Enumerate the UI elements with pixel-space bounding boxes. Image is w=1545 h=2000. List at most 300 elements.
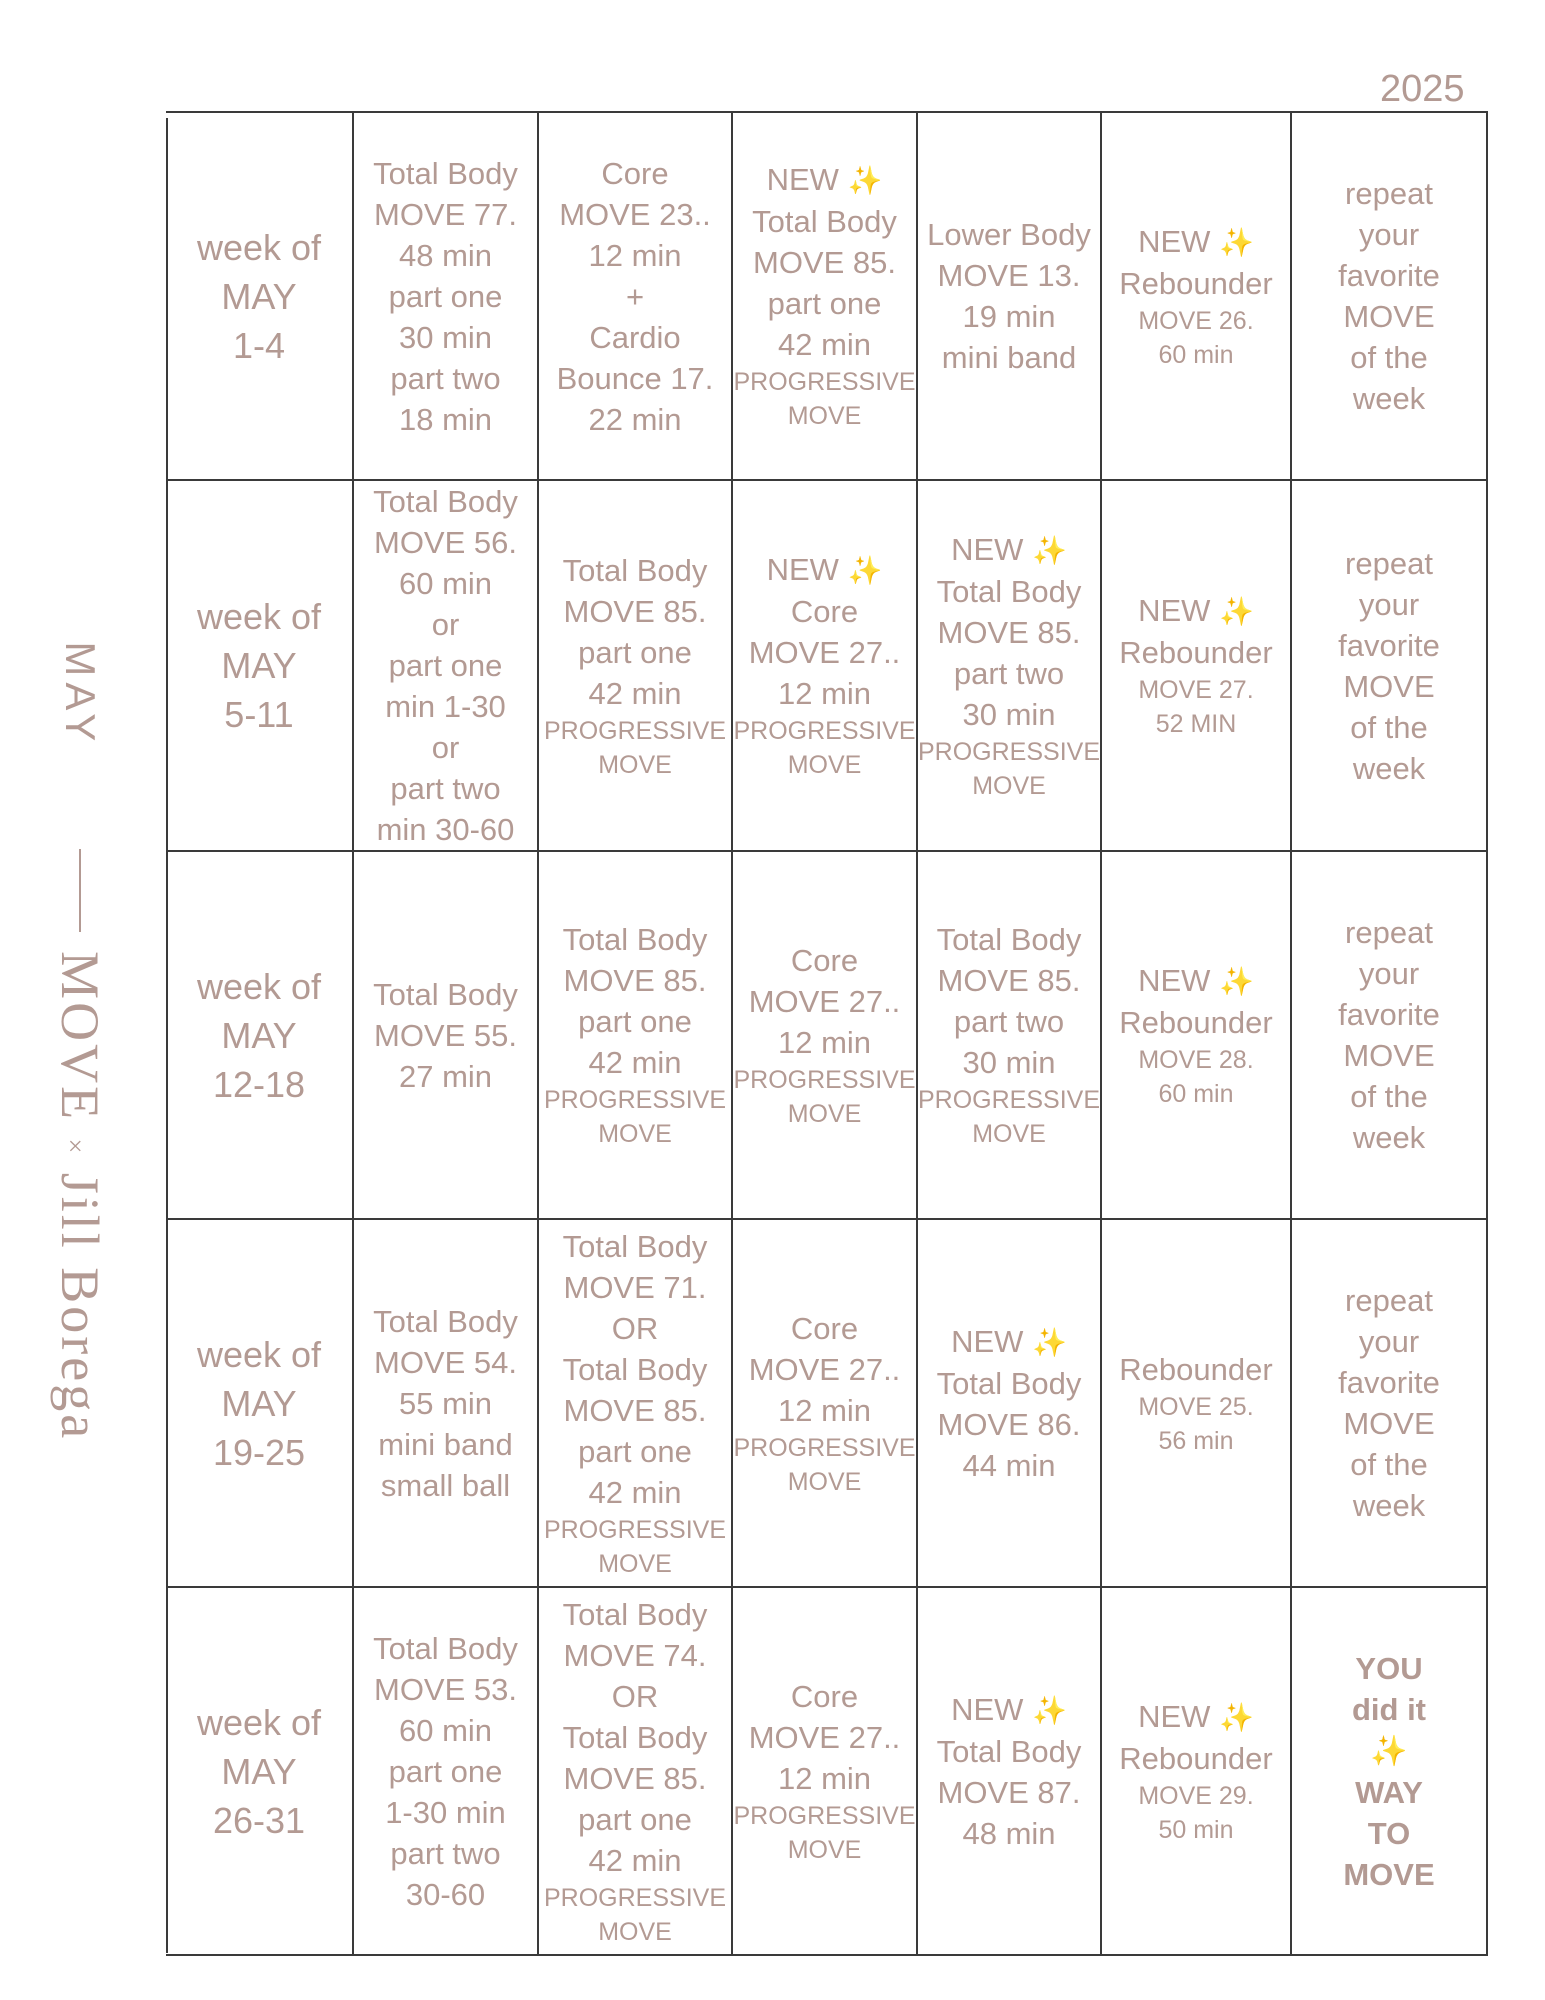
workout-text: favorite [1338, 1365, 1440, 1400]
sidebar-month: MAY [57, 641, 104, 748]
workout-line [733, 1097, 916, 1131]
workout-text: Total Body [562, 1719, 708, 1755]
workout-line [354, 645, 537, 686]
workout-text: Rebounder [1119, 265, 1273, 301]
workout-line [354, 1792, 537, 1833]
workout-line [1292, 1403, 1486, 1444]
workout-line [1292, 1117, 1486, 1158]
workout-text: part one [578, 634, 692, 670]
workout-line [1292, 1648, 1486, 1689]
workout-text: repeat [1345, 545, 1433, 581]
workout-text: PROGRESSIVE [544, 1086, 726, 1114]
workout-text: your [1358, 956, 1420, 991]
workout-line [539, 1083, 731, 1117]
workout-text: PROGRESSIVE [733, 1065, 916, 1094]
week-label-line: week of [196, 965, 322, 1007]
workout-line [918, 960, 1100, 1001]
workout-line [539, 399, 731, 440]
workout-text: Total Body [936, 573, 1082, 609]
workout-line [1292, 1485, 1486, 1526]
workout-line [539, 1717, 731, 1758]
workout-line [733, 1063, 916, 1097]
workout-text: Total Body [373, 155, 518, 191]
workout-line [733, 1717, 916, 1758]
sparkle-icon: ✨ [1219, 965, 1254, 997]
workout-text: MOVE 26. [1138, 306, 1254, 335]
workout-text: Total Body [562, 1228, 708, 1264]
workout-line [539, 632, 731, 673]
workout-text: part two [390, 771, 501, 806]
workout-line [539, 1267, 731, 1308]
workout-line [733, 399, 916, 433]
workout-text: 12 min [777, 1392, 872, 1428]
workout-line [918, 571, 1100, 612]
workout-text: PROGRESSIVE [733, 717, 916, 745]
workout-text: MOVE 23.. [559, 196, 711, 232]
workout-line [733, 591, 916, 632]
workout-text: favorite [1338, 997, 1440, 1032]
workout-text: 50 min [1158, 1815, 1234, 1844]
workout-line [918, 769, 1100, 803]
workout-text: PROGRESSIVE [733, 368, 916, 396]
workout-line [918, 1689, 1100, 1731]
week-label-line: 5-11 [224, 694, 294, 735]
workout-line [1292, 1362, 1486, 1403]
workout-line [733, 981, 916, 1022]
workout-line [354, 768, 537, 809]
workout-text: mini band [941, 340, 1077, 375]
workout-text: 1-30 min [385, 1794, 506, 1830]
workout-text: MOVE 27.. [748, 635, 901, 670]
workout-text: 56 min [1158, 1426, 1234, 1455]
week-label-line: MAY [221, 1750, 297, 1792]
workout-text: MOVE 56. [374, 525, 517, 560]
week-label-cell [166, 1219, 353, 1587]
workout-line [733, 201, 916, 242]
workout-text: NEW [951, 1691, 1024, 1727]
workout-text: YOU [1355, 1650, 1423, 1686]
workout-text: MOVE 85. [563, 593, 707, 629]
workout-line [354, 1383, 537, 1424]
workout-line [918, 1363, 1100, 1404]
sparkle-icon: ✨ [1370, 1734, 1408, 1768]
sidebar-title [35, 550, 125, 1450]
workout-cell [732, 112, 917, 480]
workout-line [1292, 1689, 1486, 1730]
workout-text: favorite [1338, 627, 1440, 663]
workout-text: PROGRESSIVE [918, 1086, 1100, 1114]
calendar-table [166, 111, 1488, 1956]
workout-line [918, 1117, 1100, 1151]
workout-text: Core [790, 942, 859, 978]
week-label-cell [166, 1587, 353, 1955]
workout-line [1292, 666, 1486, 707]
workout-text: MOVE [787, 1835, 862, 1864]
workout-text: NEW [1138, 223, 1211, 259]
workout-line [918, 612, 1100, 653]
workout-text: Cardio [589, 319, 681, 355]
workout-text: MOVE 71. [563, 1269, 707, 1305]
workout-text: 48 min [962, 1815, 1056, 1851]
brand-move: MOVE [50, 951, 110, 1123]
workout-line [1292, 625, 1486, 666]
workout-line [354, 686, 537, 727]
workout-text: Core [601, 155, 669, 191]
workout-line [539, 1840, 731, 1881]
workout-line [354, 358, 537, 399]
workout-text: NEW [766, 162, 839, 197]
workout-text: NEW [951, 1323, 1024, 1359]
workout-text: 42 min [588, 675, 682, 711]
workout-line [1292, 378, 1486, 419]
workout-line [918, 1042, 1100, 1083]
workout-text: part one [578, 1801, 692, 1837]
workout-line [539, 1594, 731, 1635]
workout-text: of the [1350, 340, 1428, 375]
workout-line [1292, 255, 1486, 296]
workout-line [539, 1758, 731, 1799]
workout-text: NEW [1138, 962, 1211, 998]
workout-text: MOVE [1343, 1038, 1435, 1073]
week-label-line: week of [196, 1701, 322, 1743]
workout-line [1102, 632, 1290, 673]
workout-line [539, 591, 731, 632]
workout-line [539, 1117, 731, 1151]
workout-line [354, 399, 537, 440]
workout-text: MOVE [598, 1917, 672, 1946]
workout-line [733, 1390, 916, 1431]
workout-text: Total Body [562, 1596, 708, 1632]
workout-text: NEW [1138, 593, 1211, 628]
workout-line [354, 727, 537, 768]
workout-text: MOVE 27.. [748, 983, 901, 1019]
workout-line [918, 1772, 1100, 1813]
workout-text: MOVE [598, 1120, 672, 1148]
workout-line [539, 1431, 731, 1472]
workout-text: week [1352, 750, 1426, 786]
workout-line [733, 1349, 916, 1390]
workout-line [733, 1676, 916, 1717]
sparkle-icon: ✨ [1032, 1694, 1067, 1726]
workout-text: of the [1350, 1079, 1428, 1114]
week-label-line: 1-4 [232, 324, 286, 366]
workout-line [1102, 1424, 1290, 1458]
workout-text: MOVE 27.. [748, 1719, 901, 1755]
workout-text: part one [388, 278, 503, 314]
workout-text: 12 min [777, 676, 872, 711]
workout-text: part two [953, 655, 1065, 691]
workout-line [1292, 1730, 1486, 1772]
workout-line [918, 1001, 1100, 1042]
workout-text: 52 MIN [1155, 710, 1237, 738]
workout-text: your [1358, 217, 1420, 252]
workout-line [354, 1669, 537, 1710]
week-label-line: MAY [221, 645, 297, 686]
workout-cell [353, 1219, 538, 1587]
workout-line [539, 235, 731, 276]
workout-text: part one [578, 1433, 692, 1469]
workout-text: Rebounder [1119, 1351, 1273, 1387]
workout-line [1292, 584, 1486, 625]
workout-text: NEW [766, 552, 839, 587]
workout-text: of the [1350, 709, 1428, 745]
workout-line [918, 529, 1100, 571]
sparkle-icon: ✨ [1219, 596, 1254, 627]
workout-text: part one [388, 648, 503, 683]
workout-text: Total Body [373, 1630, 518, 1666]
workout-line [1102, 1043, 1290, 1077]
workout-text: MOVE 85. [753, 245, 896, 280]
week-label-cell [166, 112, 353, 480]
workout-line [539, 714, 731, 748]
workout-text: 42 min [588, 1045, 682, 1080]
workout-text: Total Body [936, 922, 1082, 957]
workout-text: MOVE [787, 402, 862, 430]
workout-line [918, 1445, 1100, 1486]
workout-line [539, 673, 731, 714]
workout-line [354, 974, 537, 1015]
workout-line [539, 1390, 731, 1431]
workout-text: MOVE 86. [937, 1406, 1081, 1442]
workout-cell [1101, 1587, 1291, 1955]
workout-text: MOVE [787, 1467, 862, 1496]
workout-text: MOVE 85. [937, 614, 1081, 650]
workout-text: min 30-60 [376, 812, 515, 847]
workout-text: MOVE 53. [374, 1671, 517, 1707]
workout-line [539, 1915, 731, 1949]
workout-line [354, 481, 537, 522]
workout-line [1102, 1813, 1290, 1847]
workout-cell [1291, 480, 1487, 851]
workout-line [1102, 707, 1290, 741]
workout-text: MOVE [1343, 668, 1435, 704]
sparkle-icon: ✨ [1032, 534, 1067, 566]
workout-text: Total Body [373, 484, 518, 519]
workout-cell [1101, 112, 1291, 480]
workout-text: MOVE 87. [937, 1774, 1081, 1810]
workout-cell [1101, 480, 1291, 851]
workout-text: Rebounder [1119, 1004, 1273, 1040]
week-row [166, 112, 1487, 480]
workout-text: repeat [1345, 915, 1433, 950]
workout-line [354, 153, 537, 194]
workout-text: or [431, 607, 460, 642]
workout-line [354, 1751, 537, 1792]
workout-line [1292, 1076, 1486, 1117]
workout-text: 19 min [962, 299, 1056, 334]
workout-line [918, 919, 1100, 960]
workout-line [1292, 1035, 1486, 1076]
workout-line [539, 1001, 731, 1042]
workout-text: Core [790, 594, 859, 629]
workout-line [1102, 1002, 1290, 1043]
workout-line [918, 694, 1100, 735]
workout-line [733, 365, 916, 399]
workout-text: Total Body [562, 552, 708, 588]
workout-cell [353, 851, 538, 1219]
workout-line [354, 1301, 537, 1342]
workout-text: 42 min [588, 1474, 682, 1510]
workout-cell [538, 1587, 732, 1955]
workout-line [539, 194, 731, 235]
workout-line [539, 1881, 731, 1915]
workout-line [918, 337, 1100, 378]
workout-text: mini band [378, 1426, 513, 1462]
workout-line [1102, 673, 1290, 707]
workout-line [1102, 1779, 1290, 1813]
workout-text: min 1-30 [385, 689, 506, 724]
workout-line [354, 1015, 537, 1056]
workout-line [539, 550, 731, 591]
workout-line [733, 1799, 916, 1833]
workout-line [539, 1226, 731, 1267]
workout-line [733, 673, 916, 714]
workout-line [733, 748, 916, 782]
workout-text: MOVE [787, 751, 862, 779]
workout-text: MOVE [972, 1120, 1046, 1148]
workout-cell [917, 1587, 1101, 1955]
workout-line [354, 235, 537, 276]
workout-line [354, 604, 537, 645]
workout-cell [1291, 1587, 1487, 1955]
workout-line [354, 1833, 537, 1874]
workout-text: small ball [380, 1467, 511, 1503]
workout-line [539, 1349, 731, 1390]
workout-text: Total Body [936, 1365, 1082, 1401]
week-label-line: week of [196, 1333, 322, 1375]
workout-line [733, 1308, 916, 1349]
workout-cell [1101, 1219, 1291, 1587]
workout-text: MOVE 25. [1138, 1392, 1254, 1421]
workout-line [733, 940, 916, 981]
workout-cell [538, 1219, 732, 1587]
week-label-line: 12-18 [212, 1063, 306, 1105]
workout-cell [1291, 1219, 1487, 1587]
workout-line [539, 1547, 731, 1581]
workout-text: part two [390, 1835, 501, 1871]
sparkle-icon: ✨ [847, 165, 883, 196]
workout-line [1102, 590, 1290, 632]
workout-line [354, 1628, 537, 1669]
workout-line [733, 1833, 916, 1867]
workout-line [918, 1813, 1100, 1854]
workout-line [539, 1472, 731, 1513]
workout-text: 18 min [398, 401, 493, 437]
workout-line [539, 1635, 731, 1676]
workout-line [1102, 1349, 1290, 1390]
workout-line [1102, 304, 1290, 338]
workout-text: 60 min [1158, 340, 1234, 369]
workout-line [733, 549, 916, 591]
workout-cell [732, 1587, 917, 1955]
workout-cell [917, 480, 1101, 851]
workout-line [539, 919, 731, 960]
year-label: 2025 [1380, 68, 1465, 110]
workout-line [354, 317, 537, 358]
workout-text: Total Body [373, 1303, 518, 1339]
workout-text: PROGRESSIVE [544, 1515, 726, 1544]
workout-line [1292, 543, 1486, 584]
workout-text: WAY [1355, 1774, 1423, 1810]
workout-text: MOVE [598, 750, 672, 779]
workout-text: TO [1367, 1815, 1411, 1851]
workout-line [354, 1465, 537, 1506]
workout-line [539, 153, 731, 194]
workout-text: + [625, 278, 645, 314]
workout-text: Bounce 17. [556, 360, 714, 396]
workout-text: MOVE 74. [563, 1637, 707, 1673]
workout-cell [353, 480, 538, 851]
workout-line [539, 1513, 731, 1547]
workout-text: MOVE 77. [374, 196, 517, 232]
workout-line [733, 159, 916, 201]
workout-text: favorite [1338, 258, 1440, 293]
workout-line [1292, 173, 1486, 214]
workout-text: 60 min [1158, 1079, 1234, 1108]
workout-line [918, 1404, 1100, 1445]
workout-line [1102, 1077, 1290, 1111]
workout-cell [1291, 851, 1487, 1219]
workout-text: week [1352, 1120, 1426, 1155]
workout-line [1102, 221, 1290, 263]
workout-text: Lower Body [927, 217, 1091, 252]
workout-text: 30 min [962, 1045, 1056, 1080]
week-label-line: MAY [221, 275, 297, 317]
workout-line [1292, 1280, 1486, 1321]
week-label-line: 26-31 [212, 1799, 306, 1841]
week-row [166, 851, 1487, 1219]
workout-line [539, 276, 731, 317]
workout-text: 22 min [588, 401, 682, 437]
workout-line [539, 1799, 731, 1840]
workout-line [1292, 748, 1486, 789]
workout-text: PROGRESSIVE [918, 737, 1100, 766]
workout-line [354, 1710, 537, 1751]
workout-line [918, 255, 1100, 296]
workout-text: part one [388, 1753, 503, 1789]
workout-line [1292, 912, 1486, 953]
workout-line [1292, 953, 1486, 994]
workout-line [918, 735, 1100, 769]
workout-text: MOVE 13. [937, 258, 1081, 293]
workout-line [539, 358, 731, 399]
workout-text: part two [953, 1004, 1065, 1039]
workout-text: 55 min [398, 1385, 493, 1421]
workout-text: Total Body [936, 1733, 1082, 1769]
workout-cell [917, 1219, 1101, 1587]
workout-line [1292, 1772, 1486, 1813]
workout-line [1102, 960, 1290, 1002]
workout-line [1102, 1738, 1290, 1779]
workout-text: week [1352, 381, 1426, 416]
workout-text: MOVE [1343, 299, 1435, 334]
workout-text: 42 min [588, 1842, 682, 1878]
workout-line [354, 1874, 537, 1915]
workout-text: MOVE 29. [1138, 1781, 1254, 1810]
workout-line [733, 242, 916, 283]
workout-text: 12 min [777, 1760, 872, 1796]
workout-cell [917, 112, 1101, 480]
sidebar-divider [79, 849, 81, 933]
workout-text: 42 min [777, 327, 872, 362]
workout-line [1292, 296, 1486, 337]
workout-line [539, 960, 731, 1001]
week-label-line: 19-25 [212, 1431, 306, 1473]
workout-cell [917, 851, 1101, 1219]
workout-line [539, 1308, 731, 1349]
workout-line [354, 522, 537, 563]
workout-line [733, 283, 916, 324]
